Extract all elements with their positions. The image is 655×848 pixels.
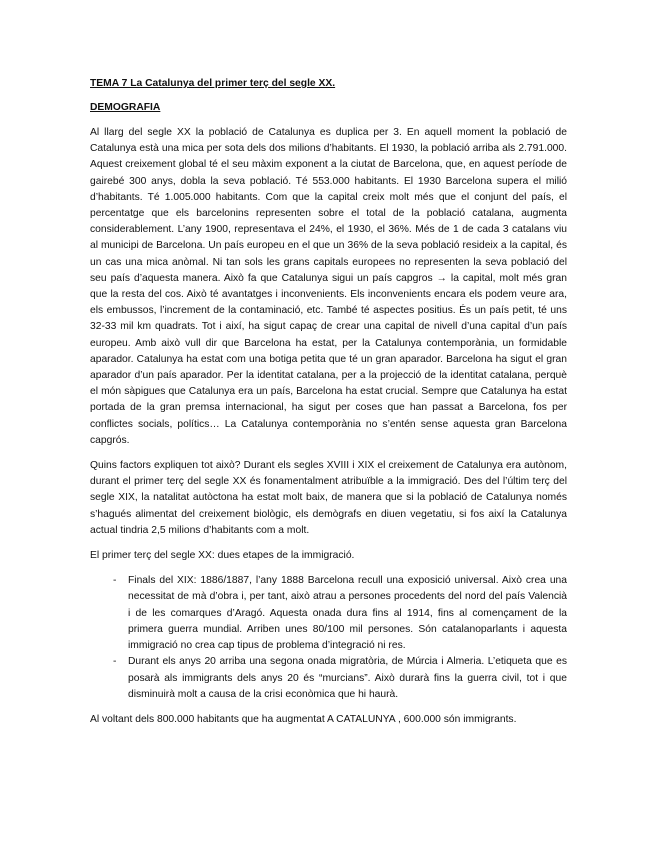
immigration-subheading: El primer terç del segle XX: dues etapes de la immigració. xyxy=(90,550,355,562)
list-item-text: Durant els anys 20 arriba una segona onada migratòria, de Múrcia i Almeria. L’etiqueta que es posarà als immigrants dels anys 20 és “murcians”. Això durarà fins la guerra civil, tot i que disminuirà molt a causa de la crisi econòmica que hi haurà. xyxy=(128,656,567,700)
paragraph-factors: Quins factors expliquen tot això? Durant els segles XVIII i XIX el creixement de Catalunya era autònom, durant el primer terç del segle XX és fonamentalment atribuïble a la immigració. Des del l’últim terç del segle XIX, la natalitat autòctona ha estat molt baix, de manera que si la població de Catalunya només s’hagués alimentat del creixement biològic, els demògrafs en diuen vegetatiu, si fos així la Catalunya actual tindria 2,5 milions d’habitants com a molt. xyxy=(90,460,567,536)
document-body xyxy=(90,76,567,737)
bullet-marker: - xyxy=(113,656,117,668)
section-heading: DEMOGRAFIA xyxy=(90,102,161,113)
list-item-text: Finals del XIX: 1886/1887, l’any 1888 Barcelona recull una exposició universal. Això crea una necessitat de mà d’obra i, per tant, això atrau a persones procedents del nord del país Valencià i de les comarques d’Aragó. Aquesta onada dura fins al 1914, fins al començament de la primera guerra mundial. Arriben unes 80/100 mil persones. Són catalanoparlants i aquesta immigració no crea cap tipus de problema d’integració ni res. xyxy=(128,575,567,652)
list-item xyxy=(90,573,567,654)
list-item xyxy=(90,654,567,703)
closing-paragraph: Al voltant dels 800.000 habitants que ha augmentat A CATALUNYA , 600.000 són immigrants. xyxy=(90,713,517,725)
bullet-marker: - xyxy=(113,575,117,587)
document-title: TEMA 7 La Catalunya del primer terç del segle XX. xyxy=(90,78,336,89)
immigration-stages-list xyxy=(90,573,567,703)
paragraph-population-growth: Al llarg del segle XX la població de Catalunya es duplica per 3. En aquell moment la població de Catalunya està una mica per sota dels dos milions d’habitants. El 1930, la població arriba als 2.791.000. Aquest creixement global té el seu màxim exponent a la ciutat de Barcelona, que, en aquest període de gairebé 300 anys, dobla la seva població. Té 553.000 habitants. El 1930 Barcelona supera el milió d’habitants. Té 1.005.000 habitants. Com que la capital creix molt més que el conjunt del país, el percentatge que els barcelonins representen sobre el total de la població catalana, augmenta considerablement. L’any 1900, representava el 24%, el 1930, el 36%. Més de 1 de cada 3 catalans viu al municipi de Barcelona. Un país europeu en el que un 36% de la seva població resideix a la capital, és un cas una mica anòmal. Ni tan sols les grans capitals europees no representen la seva població del seu país d’aquesta manera. Això fa que Catalunya sigui un país capgros → la capital, molt més gran que la resta del cos. Això té avantatges i inconvenients. Els inconvenients encara els podem veure ara, els embussos, l’increment de la contaminació, etc. També té aspectes positius. És un país petit, té uns 32-33 mil km quadrats. Tot i així, ha sigut capaç de crear una capital de nivell d’una capital d’un país europeu. Amb això vull dir que Barcelona ha estat, per la Catalunya contemporània, un formidable aparador. Catalunya ha estat com una botiga petita que té un gran aparador. Barcelona ha sigut el gran aparador d’un país aparador. Per la identitat catalana, per a la projecció de la identitat catalana, perquè el món sàpigues que Catalunya era un país, Barcelona ha estat crucial. Sempre que Catalunya ha estat portada de la gran premsa internacional, ha sigut per coses que han passat a Barcelona, fos per conflictes socials, polítics… La Catalunya contemporània no s’entén sense aquesta gran Barcelona capgrós. xyxy=(90,127,567,446)
